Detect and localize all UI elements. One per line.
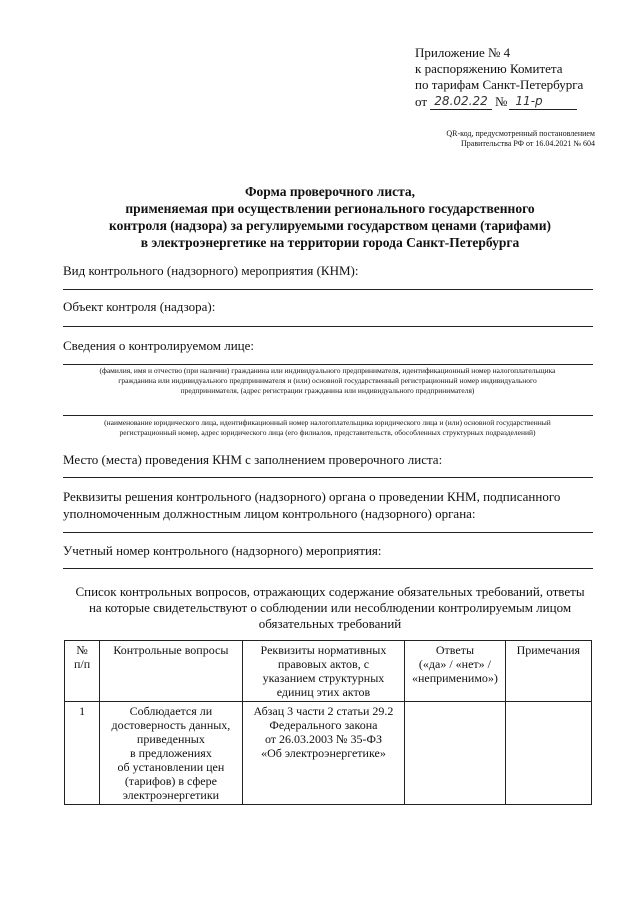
table-header-row [65, 641, 592, 702]
appendix-line: Приложение № 4 [415, 45, 511, 60]
date-prefix: от [415, 94, 428, 109]
decision-line[interactable] [63, 532, 593, 533]
controlled-person-label: Сведения о контролируемом лице: [63, 338, 255, 353]
row-number: 1 [65, 702, 100, 805]
decision-label [63, 488, 560, 522]
note-line: (фамилия, имя и отчество (при наличии) гражданина или индивидуального предпринимателя, идентификационный номер налогоплательщика [99, 366, 556, 375]
object-label: Объект контроля (надзора): [63, 299, 216, 314]
knm-type-line[interactable] [63, 289, 593, 290]
row-question [100, 702, 243, 805]
number-value: 11-р [509, 93, 577, 110]
legal-entity-note [60, 418, 595, 438]
header-notes: Примечания [505, 641, 591, 702]
header-text: Ответы [435, 643, 475, 657]
row-answer[interactable] [405, 702, 505, 805]
knm-type-label: Вид контрольного (надзорного) мероприятия (КНМ): [63, 263, 359, 278]
list-heading-line: обязательных требований [258, 616, 402, 631]
decision-label-line: Реквизиты решения контрольного (надзорного) органа о проведении КНМ, подписанного [63, 489, 561, 504]
act-line: «Об электроэнергетике» [261, 746, 386, 760]
header-answers [405, 641, 505, 702]
qr-note-line: Правительства РФ от 16.04.2021 № 604 [461, 139, 595, 148]
legal-entity-line[interactable] [63, 415, 593, 416]
header-text: указанием структурных [262, 671, 385, 685]
question-line: об установлении цен [117, 760, 225, 774]
act-line: Федерального закона [269, 718, 378, 732]
header-text: п/п [73, 657, 91, 671]
act-line: Абзац 3 части 2 статьи 29.2 [253, 704, 394, 718]
header-acts [242, 641, 405, 702]
account-number-label: Учетный номер контрольного (надзорного) мероприятия: [63, 543, 382, 558]
act-line: от 26.03.2003 № 35-ФЗ [264, 732, 382, 746]
appendix-line: к распоряжению Комитета [415, 61, 563, 76]
decision-label-line: уполномоченным должностным лицом контрольного (надзорного) органа: [63, 506, 476, 521]
place-line[interactable] [63, 477, 593, 478]
title-line: контроля (надзора) за регулируемыми государством ценами (тарифами) [109, 218, 551, 233]
list-heading [40, 584, 620, 632]
row-act [242, 702, 405, 805]
number-prefix: № [495, 94, 508, 109]
title-line: в электроэнергетике на территории города Санкт-Петербурга [140, 235, 520, 250]
header-number [65, 641, 100, 702]
header-text: правовых актов, с [277, 657, 370, 671]
object-line[interactable] [63, 326, 593, 327]
question-line: в предложениях [129, 746, 212, 760]
controlled-person-line[interactable] [63, 364, 593, 365]
header-text: Реквизиты нормативных [260, 643, 387, 657]
question-line: (тарифов) в сфере [124, 774, 217, 788]
question-line: достоверность данных, [111, 718, 231, 732]
qr-note [425, 129, 595, 149]
place-label: Место (места) проведения КНМ с заполнением проверочного листа: [63, 452, 443, 467]
table-row [65, 702, 592, 805]
appendix-date-line [415, 93, 583, 110]
note-line: (наименование юридического лица, идентификационный номер налогоплательщика юридического лица и (или) основной государственный [104, 418, 551, 427]
list-heading-line: на которые свидетельствуют о соблюдении или несоблюдении контролируемым лицом [88, 600, 572, 615]
qr-note-line: QR-код, предусмотренный постановлением [446, 129, 595, 138]
note-line: предпринимателя, (адрес регистрации гражданина или индивидуального предпринимателя) [180, 386, 475, 395]
account-number-line[interactable] [63, 568, 593, 569]
question-line: Соблюдается ли [129, 704, 213, 718]
appendix-block [415, 45, 583, 110]
header-text: единиц этих актов [276, 685, 371, 699]
appendix-line: по тарифам Санкт-Петербурга [415, 77, 584, 92]
list-heading-line: Список контрольных вопросов, отражающих содержание обязательных требований, ответы [75, 584, 585, 599]
note-line: гражданина или индивидуального предпринимателя и (или) основной государственный регистрационный номер индивидуального [118, 376, 537, 385]
row-note[interactable] [505, 702, 591, 805]
header-questions: Контрольные вопросы [100, 641, 243, 702]
header-text: «неприменимо») [411, 671, 498, 685]
header-text: № [76, 643, 88, 657]
question-line: электроэнергетики [122, 788, 220, 802]
checklist-table [64, 640, 592, 805]
date-value: 28.02.22 [430, 93, 492, 110]
header-text: («да» / «нет» / [418, 657, 491, 671]
note-line: регистрационный номер, адрес юридического лица (его филиалов, представительств, обособленных структурных подразделений) [119, 428, 536, 437]
question-line: приведенных [136, 732, 205, 746]
title-line: Форма проверочного листа, [244, 184, 416, 199]
individual-note [60, 366, 595, 396]
title-line: применяемая при осуществлении регионального государственного [125, 201, 535, 216]
document-title [40, 183, 620, 251]
